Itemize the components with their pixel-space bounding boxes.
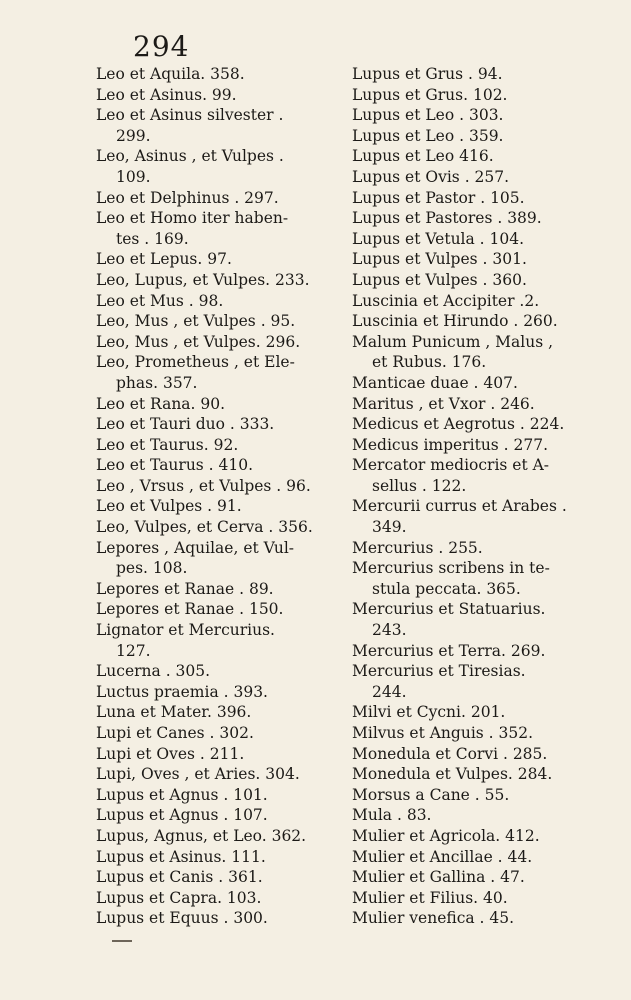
index-entry-continuation: 349. — [372, 518, 407, 537]
index-entry: Leo, Lupus, et Vulpes. 233. — [96, 270, 310, 289]
index-entry: Mulier venefica . 45. — [352, 909, 515, 928]
index-entry: Lupus et Grus. 102. — [352, 85, 508, 104]
index-entry-continuation: 299. — [116, 126, 151, 145]
index-entry: Leo et Lepus. 97. — [96, 250, 232, 269]
page-number: 294 — [133, 30, 190, 63]
index-entry: Luna et Mater. 396. — [96, 703, 252, 722]
index-entry: Leo et Mus . 98. — [96, 291, 224, 310]
index-entry: Lupus et Leo 416. — [352, 147, 494, 166]
index-entry: Lupus et Pastores . 389. — [352, 209, 542, 228]
index-entry: Leo et Delphinus . 297. — [96, 188, 279, 207]
index-entry: Monedula et Corvi . 285. — [352, 744, 548, 763]
index-entry: Mercurius et Statuarius. — [352, 600, 546, 619]
index-entry: Leo et Asinus silvester . — [96, 106, 284, 125]
index-entry: Leo, Mus , et Vulpes . 95. — [96, 312, 296, 331]
index-entry: Leo et Aquila. 358. — [96, 65, 245, 83]
index-entry: Mula . 83. — [352, 806, 432, 825]
index-entry: Lupus, Agnus, et Leo. 362. — [96, 826, 307, 845]
index-entry: Leo et Vulpes . 91. — [96, 497, 242, 516]
index-entry: Mercurius et Terra. 269. — [352, 641, 546, 660]
index-entry-continuation: 243. — [372, 621, 407, 640]
index-entry: Maritus , et Vxor . 246. — [352, 394, 535, 413]
index-entry: Lupus et Capra. 103. — [96, 888, 262, 907]
index-entry: Mulier et Gallina . 47. — [352, 868, 525, 887]
index-entry: Lupi, Oves , et Aries. 304. — [96, 765, 300, 784]
index-entry: Lepores , Aquilae, et Vul- — [96, 538, 295, 557]
index-entry: Lupus et Asinus. 111. — [96, 847, 266, 866]
index-entry: Leo et Asinus. 99. — [96, 85, 237, 104]
index-entry: Lepores et Ranae . 89. — [96, 579, 274, 598]
index-entry: Lupi et Canes . 302. — [96, 724, 254, 742]
footer-rule — [112, 940, 132, 942]
index-entry-continuation: et Rubus. 176. — [372, 353, 487, 372]
index-entry: Mulier et Agricola. 412. — [352, 826, 540, 845]
index-entry: Leo, Prometheus , et Ele- — [96, 353, 295, 372]
index-entry: Lupus et Canis . 361. — [96, 868, 263, 887]
index-entry: Lupus et Leo . 359. — [352, 126, 504, 145]
index-column-left — [96, 64, 346, 929]
index-entry: Milvus et Anguis . 352. — [352, 724, 534, 742]
index-entry-continuation: 127. — [116, 641, 151, 660]
index-entry: Leo et Taurus . 410. — [96, 456, 254, 475]
index-entry: Mercator mediocris et A- — [352, 456, 550, 475]
index-entry: Leo, Asinus , et Vulpes . — [96, 147, 284, 166]
index-entry: Leo et Homo iter haben- — [96, 209, 289, 228]
index-entry: Lupus et Leo . 303. — [352, 106, 504, 125]
index-entry: Lupus et Vulpes . 301. — [352, 250, 527, 269]
index-entry: Lupus et Vetula . 104. — [352, 229, 525, 248]
index-entry: Luctus praemia . 393. — [96, 682, 268, 701]
index-entry: Lupus et Vulpes . 360. — [352, 270, 527, 289]
index-entry: Leo, Mus , et Vulpes. 296. — [96, 332, 301, 351]
index-entry: Mercurii currus et Arabes . — [352, 497, 567, 516]
index-entry: Mulier et Filius. 40. — [352, 888, 508, 907]
index-entry: Luscinia et Accipiter .2. — [352, 291, 540, 310]
index-entry-continuation: tes . 169. — [116, 229, 189, 248]
index-entry: Leo , Vrsus , et Vulpes . 96. — [96, 476, 311, 495]
index-entry: Medicus imperitus . 277. — [352, 435, 549, 454]
index-entry: Lupus et Grus . 94. — [352, 65, 503, 83]
index-entry: Monedula et Vulpes. 284. — [352, 765, 553, 784]
index-entry: Luscinia et Hirundo . 260. — [352, 312, 558, 331]
index-entry: Lupus et Agnus . 107. — [96, 806, 268, 825]
index-entry: Lupus et Equus . 300. — [96, 909, 268, 928]
index-entry: Milvi et Cycni. 201. — [352, 703, 506, 722]
index-entry: Morsus a Cane . 55. — [352, 785, 510, 804]
index-entry: Mercurius et Tiresias. — [352, 662, 526, 681]
index-entry: Mercurius . 255. — [352, 538, 483, 557]
index-entry: Leo et Taurus. 92. — [96, 435, 239, 454]
index-entry-continuation: sellus . 122. — [372, 476, 467, 495]
index-entry-continuation: phas. 357. — [116, 373, 198, 392]
index-entry-continuation: pes. 108. — [116, 559, 188, 578]
index-entry-continuation: 244. — [372, 682, 407, 701]
index-entry: Lepores et Ranae . 150. — [96, 600, 284, 619]
index-entry: Mulier et Ancillae . 44. — [352, 847, 533, 866]
index-entry: Lupi et Oves . 211. — [96, 744, 245, 763]
index-entry-continuation: 109. — [116, 167, 151, 186]
index-entry: Lupus et Agnus . 101. — [96, 785, 268, 804]
index-entry: Manticae duae . 407. — [352, 373, 518, 392]
index-entry: Mercurius scribens in te- — [352, 559, 550, 578]
index-entry: Medicus et Aegrotus . 224. — [352, 415, 565, 434]
index-entry: Lupus et Ovis . 257. — [352, 167, 510, 186]
index-entry: Lupus et Pastor . 105. — [352, 188, 525, 207]
index-entry: Leo, Vulpes, et Cerva . 356. — [96, 518, 313, 537]
index-entry: Leo et Rana. 90. — [96, 394, 226, 413]
index-entry: Lignator et Mercurius. — [96, 621, 275, 640]
index-column-right — [352, 64, 602, 929]
index-entry: Malum Punicum , Malus , — [352, 332, 554, 351]
index-entry-continuation: stula peccata. 365. — [372, 579, 521, 598]
index-entry: Leo et Tauri duo . 333. — [96, 415, 275, 434]
index-entry: Lucerna . 305. — [96, 662, 211, 681]
